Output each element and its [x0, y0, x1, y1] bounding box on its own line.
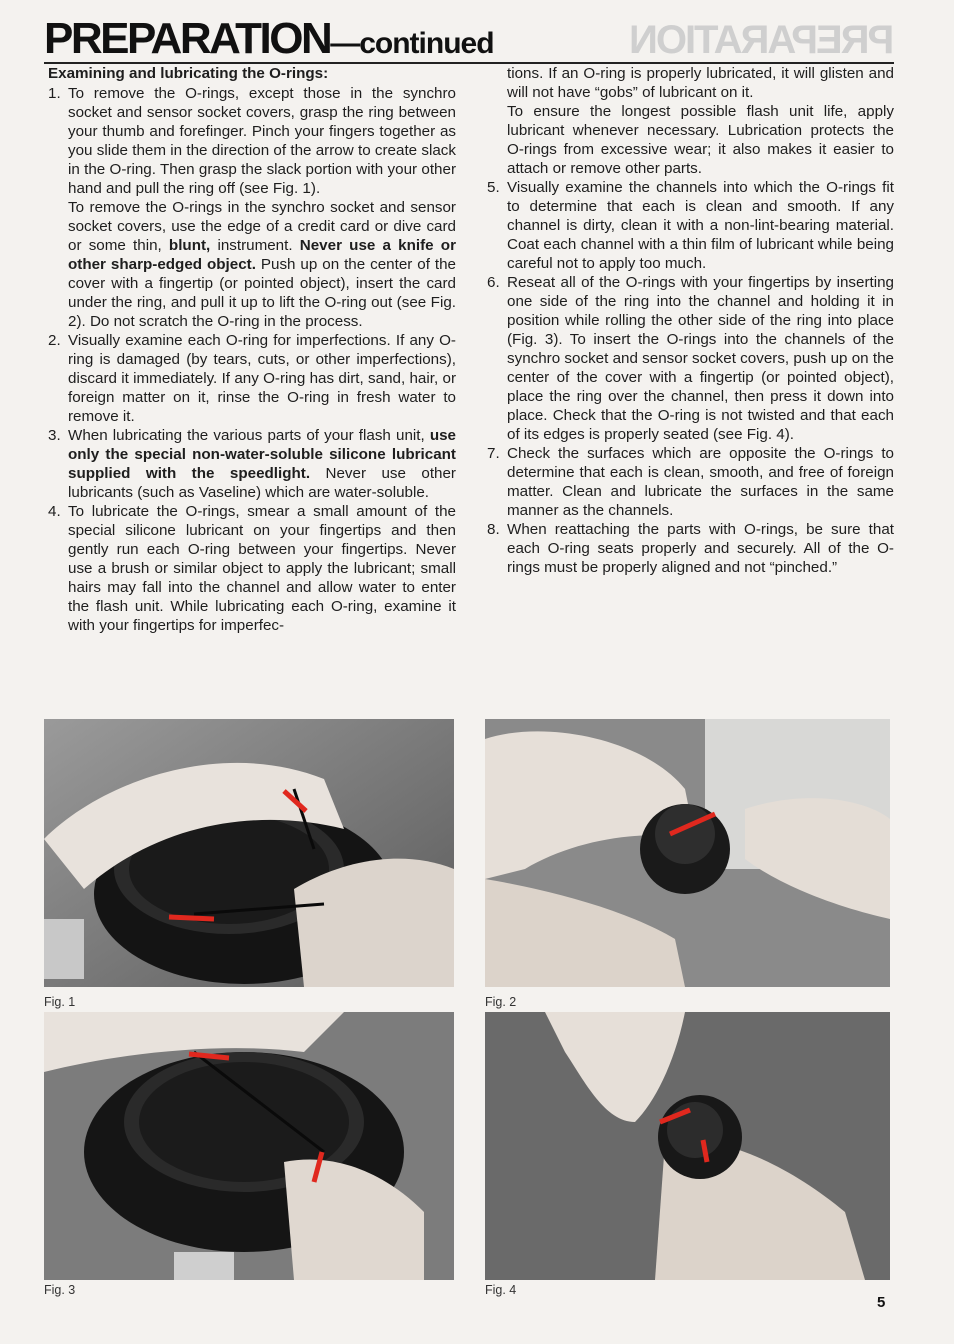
figure-2-caption: Fig. 2: [485, 995, 517, 1009]
figure-3-photo: [44, 1012, 454, 1280]
figure-4-caption: Fig. 4: [485, 1283, 517, 1297]
item-3-text: When lubricating the various parts of your flash unit, use only the special non-water-soluble silicone lubricant supplied with the speedlight. Never use other lubricants (such as Vaseline) which are water-soluble.: [68, 427, 456, 501]
section-heading: Examining and lubricating the O-rings:: [48, 65, 329, 82]
show-through-text: PREPARATION: [630, 18, 894, 62]
list-item-4: [48, 502, 456, 635]
list-item-6: [487, 273, 894, 444]
figure-3-caption: Fig. 3: [44, 1283, 76, 1297]
item-8-text: When reattaching the parts with O-rings, be sure that each O-ring seats properly and securely. All of the O-rings must be properly aligned and not “pinched.”: [507, 521, 894, 576]
list-item-3: [48, 426, 456, 502]
item-1-para-2: To remove the O-rings in the synchro socket and sensor socket covers, use the edge of a credit card or dive card or some thin, blunt, instrument. Never use a knife or other sharp-edged object. Push up on the center of the cover with a fingertip (or pointed object), insert the card under the ring, and pull it up to lift the O-ring out (see Fig. 2). Do not scratch the O-ring in the process.: [68, 199, 456, 330]
figure-4-photo: [485, 1012, 890, 1280]
item-number: 4.: [48, 503, 61, 520]
item-5-text: Visually examine the channels into which the O-rings fit to determine that each is clean and smooth. If any channel is dirty, clean it with a non-lint-bearing material. Coat each channel with a thin film of lubricant while being careful not to apply too much.: [507, 179, 894, 272]
figure-1-photo: [44, 719, 454, 987]
figure-1-caption: Fig. 1: [44, 995, 76, 1009]
list-item-5: [487, 178, 894, 273]
continuation-text-1: tions. If an O-ring is properly lubricated, it will glisten and will not have “gobs” of lubricant on it.: [507, 65, 894, 101]
item-6-text: Reseat all of the O-rings with your fingertips by inserting one side of the ring into the channel and holding it in position while rolling the other side of the ring into place (Fig. 3). To insert the O-rings into the channels of the synchro socket and sensor socket covers, push up on the center of the cover with a fingertip (or pointed object), place the ring over the channel, then press it down into place. Check that the O-ring is not twisted and that each of its edges is properly seated (see Fig. 4).: [507, 274, 894, 443]
arrow-icon: [169, 917, 214, 919]
left-column: [48, 64, 456, 635]
item-number: 1.: [48, 85, 61, 102]
item-number: 3.: [48, 427, 61, 444]
page-header: [44, 16, 894, 64]
item-number: 6.: [487, 274, 500, 291]
list-item-1: [48, 84, 456, 331]
bold-warning: Never use a knife or other sharp-edged object.: [68, 237, 456, 273]
title-suffix: —continued: [330, 27, 494, 60]
item-2-text: Visually examine each O-ring for imperfections. If any O-ring is damaged (by tears, cuts, or other imperfections), discard it immediately. If any O-ring has dirt, sand, hair, or foreign matter on it, rinse the O-ring in fresh water to remove it.: [68, 332, 456, 425]
list-item-2: [48, 331, 456, 426]
item-number: 5.: [487, 179, 500, 196]
figure-2-photo: [485, 719, 890, 987]
list-item-7: [487, 444, 894, 520]
title-text: PREPARATION: [44, 14, 331, 63]
list-item-8: [487, 520, 894, 577]
bold-blunt: blunt,: [168, 237, 211, 254]
item-number: 7.: [487, 445, 500, 462]
page-number: 5: [877, 1294, 886, 1311]
item-number: 2.: [48, 332, 61, 349]
item-4-text: To lubricate the O-rings, smear a small amount of the special silicone lubricant on your fingertips and then gently run each O-ring between your fingertips. Never use a brush or similar object to apply the lubricant; small hairs may fall into the channel and allow water to enter the flash unit. While lubricating each O-ring, examine it with your fingertips for imperfec-: [68, 503, 456, 634]
item-number: 8.: [487, 521, 500, 538]
bold-lubricant-warning: use only the special non-water-soluble silicone lubricant supplied with the speedlight.: [68, 427, 456, 482]
right-column: [487, 64, 894, 577]
item-1-para-1: To remove the O-rings, except those in the synchro socket and sensor socket covers, grasp the ring between your thumb and forefinger. Pinch your fingers together as you slide them in the direction of the arrow to create slack in the O-ring. Then grasp the slack portion with your other hand and pull the ring off (see Fig. 1).: [68, 85, 456, 197]
page-title: [44, 16, 494, 67]
continuation-text-2: To ensure the longest possible flash unit life, apply lubricant whenever necessary. Lubrication protects the O-rings from excessive wear; it also makes it easier to attach or remove other parts.: [507, 103, 894, 177]
item-7-text: Check the surfaces which are opposite the O-rings to determine that each is clean, smooth, and free of foreign matter. Clean and lubricate the surfaces in the same manner as the channels.: [507, 445, 894, 519]
